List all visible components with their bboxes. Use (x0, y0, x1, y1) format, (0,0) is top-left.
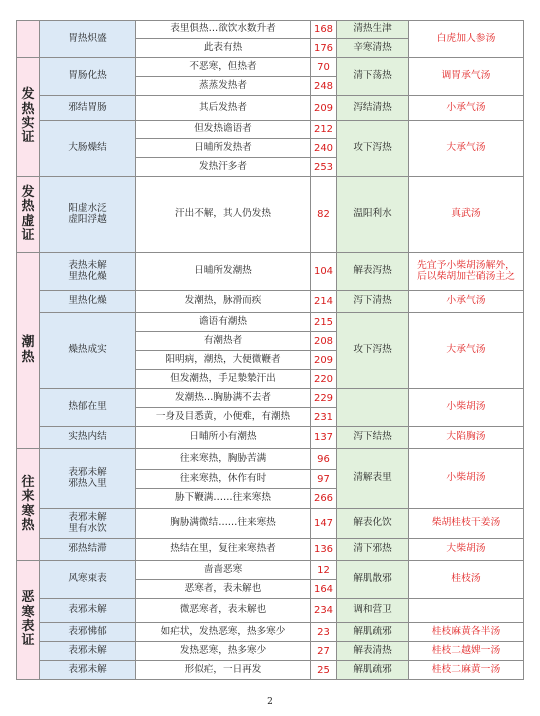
category-cell: 发 热 实 证 (17, 58, 40, 177)
table-row (17, 96, 524, 121)
clause-number: 266 (311, 489, 337, 509)
prescription: 桂枝二麻黄一汤 (409, 661, 524, 680)
table-row (17, 21, 524, 39)
clause-cell: 如疟状，发热恶寒，热多寒少 (136, 623, 311, 642)
clause-number: 25 (311, 661, 337, 680)
clause-cell: 其后发热者 (136, 96, 311, 121)
table-row (17, 561, 524, 580)
clause-number: 82 (311, 177, 337, 253)
prescription: 大柴胡汤 (409, 539, 524, 561)
prescription (409, 599, 524, 623)
treatment-method: 解表清热 (337, 642, 409, 661)
treatment-method: 解肌疏邪 (337, 623, 409, 642)
syndrome-cell: 表热未解 里热化燥 (40, 253, 136, 291)
clause-cell: 形似疟，一日再发 (136, 661, 311, 680)
treatment-method: 泻结清热 (337, 96, 409, 121)
prescription: 桂枝麻黄各半汤 (409, 623, 524, 642)
clause-number: 234 (311, 599, 337, 623)
clause-number: 23 (311, 623, 337, 642)
clause-number: 229 (311, 389, 337, 408)
syndrome-cell: 热郁在里 (40, 389, 136, 427)
treatment-method: 攻下泻热 (337, 313, 409, 389)
clause-cell: 但发潮热，手足漐漐汗出 (136, 370, 311, 389)
category-cell: 往 来 寒 热 (17, 449, 40, 561)
clause-cell: 日晡所发潮热 (136, 253, 311, 291)
treatment-method: 解肌散邪 (337, 561, 409, 599)
prescription: 小柴胡汤 (409, 449, 524, 509)
clause-number: 248 (311, 77, 337, 96)
clause-number: 209 (311, 96, 337, 121)
clause-cell: 不恶寒，但热者 (136, 58, 311, 77)
clause-cell: 发热恶寒，热多寒少 (136, 642, 311, 661)
clause-cell: 日晡所发热者 (136, 139, 311, 158)
clause-cell: 一身及目悉黄，小便难，有潮热 (136, 408, 311, 427)
treatment-method: 清解表里 (337, 449, 409, 509)
category-cell: 发 热 虚 证 (17, 177, 40, 253)
table-row (17, 389, 524, 408)
syndrome-cell: 表邪未解 (40, 599, 136, 623)
clause-cell: 往来寒热，休作有时 (136, 470, 311, 489)
clause-cell: 蒸蒸发热者 (136, 77, 311, 96)
treatment-method: 解肌疏邪 (337, 661, 409, 680)
prescription: 调胃承气汤 (409, 58, 524, 96)
page-number: 2 (267, 697, 273, 707)
clause-number: 164 (311, 580, 337, 599)
clause-cell: 发潮热…胸胁满不去者 (136, 389, 311, 408)
prescription: 大承气汤 (409, 313, 524, 389)
clause-number: 215 (311, 313, 337, 332)
prescription: 大承气汤 (409, 121, 524, 177)
clause-number: 212 (311, 121, 337, 139)
table-row (17, 509, 524, 539)
clause-cell: 往来寒热，胸胁苦满 (136, 449, 311, 470)
clause-number: 208 (311, 332, 337, 351)
table-row (17, 177, 524, 253)
prescription: 白虎加人参汤 (409, 21, 524, 58)
syndrome-cell: 表邪怫郁 (40, 623, 136, 642)
clause-number: 220 (311, 370, 337, 389)
prescription: 小承气汤 (409, 96, 524, 121)
syndrome-cell: 实热内结 (40, 427, 136, 449)
table-row (17, 623, 524, 642)
treatment-method: 泻下清热 (337, 291, 409, 313)
clause-number: 214 (311, 291, 337, 313)
clause-number: 136 (311, 539, 337, 561)
prescription: 柴胡桂枝干姜汤 (409, 509, 524, 539)
clause-number: 168 (311, 21, 337, 39)
syndrome-table (16, 20, 524, 680)
table-row (17, 642, 524, 661)
syndrome-cell: 大肠燥结 (40, 121, 136, 177)
category-cell: 恶 寒 表 证 (17, 561, 40, 680)
clause-number: 147 (311, 509, 337, 539)
clause-cell: 恶寒者，表未解也 (136, 580, 311, 599)
clause-cell: 但发热谵语者 (136, 121, 311, 139)
syndrome-cell: 邪热结滞 (40, 539, 136, 561)
prescription: 小柴胡汤 (409, 389, 524, 427)
clause-cell: 热结在里，复往来寒热者 (136, 539, 311, 561)
clause-cell: 汗出不解，其人仍发热 (136, 177, 311, 253)
clause-cell: 发潮热，脉滑而疾 (136, 291, 311, 313)
clause-cell: 日晡所小有潮热 (136, 427, 311, 449)
table-row (17, 539, 524, 561)
prescription: 桂枝二越婢一汤 (409, 642, 524, 661)
clause-cell: 微恶寒者，表未解也 (136, 599, 311, 623)
clause-cell: 啬啬恶寒 (136, 561, 311, 580)
treatment-method: 温阳利水 (337, 177, 409, 253)
clause-number: 253 (311, 158, 337, 177)
prescription: 先宜予小柴胡汤解外， 后以柴胡加芒硝汤主之 (409, 253, 524, 291)
treatment-method: 清热生津 (337, 21, 409, 39)
treatment-method: 攻下泻热 (337, 121, 409, 177)
syndrome-cell: 阳虚水泛 虚阳浮越 (40, 177, 136, 253)
clause-number: 70 (311, 58, 337, 77)
clause-number: 240 (311, 139, 337, 158)
syndrome-cell: 胃热炽盛 (40, 21, 136, 58)
syndrome-cell: 表邪未解 (40, 661, 136, 680)
table-row (17, 58, 524, 77)
treatment-method: 清下荡热 (337, 58, 409, 96)
treatment-method: 解表泻热 (337, 253, 409, 291)
prescription: 真武汤 (409, 177, 524, 253)
treatment-method: 解表化饮 (337, 509, 409, 539)
prescription: 桂枝汤 (409, 561, 524, 599)
treatment-method: 调和营卫 (337, 599, 409, 623)
table-row (17, 599, 524, 623)
table-row (17, 253, 524, 291)
clause-cell: 此表有热 (136, 39, 311, 58)
table-row (17, 449, 524, 470)
clause-number: 176 (311, 39, 337, 58)
syndrome-cell: 表邪未解 里有水饮 (40, 509, 136, 539)
syndrome-cell: 表邪未解 邪热入里 (40, 449, 136, 509)
treatment-method: 清下邪热 (337, 539, 409, 561)
syndrome-cell: 里热化燥 (40, 291, 136, 313)
clause-cell: 胸胁满微结……往来寒热 (136, 509, 311, 539)
treatment-method: 辛寒清热 (337, 39, 409, 58)
treatment-method (337, 389, 409, 427)
clause-cell: 胁下鞭满……往来寒热 (136, 489, 311, 509)
clause-cell: 谵语有潮热 (136, 313, 311, 332)
syndrome-cell: 邪结胃肠 (40, 96, 136, 121)
clause-cell: 阳明病，潮热，大便微鞭者 (136, 351, 311, 370)
table-row (17, 121, 524, 139)
prescription: 大陷胸汤 (409, 427, 524, 449)
clause-number: 209 (311, 351, 337, 370)
syndrome-cell: 表邪未解 (40, 642, 136, 661)
prescription: 小承气汤 (409, 291, 524, 313)
table-row (17, 661, 524, 680)
clause-number: 137 (311, 427, 337, 449)
clause-cell: 有潮热者 (136, 332, 311, 351)
category-cell: 潮 热 (17, 253, 40, 449)
clause-number: 97 (311, 470, 337, 489)
treatment-method: 泻下结热 (337, 427, 409, 449)
syndrome-cell: 胃肠化热 (40, 58, 136, 96)
clause-cell: 发热汗多者 (136, 158, 311, 177)
clause-number: 27 (311, 642, 337, 661)
clause-number: 12 (311, 561, 337, 580)
table-row (17, 313, 524, 332)
clause-number: 231 (311, 408, 337, 427)
syndrome-cell: 燥热成实 (40, 313, 136, 389)
clause-number: 104 (311, 253, 337, 291)
clause-number: 96 (311, 449, 337, 470)
table-row (17, 427, 524, 449)
category-cell (17, 21, 40, 58)
clause-cell: 表里俱热…欲饮水数升者 (136, 21, 311, 39)
table-row (17, 291, 524, 313)
syndrome-cell: 风寒束表 (40, 561, 136, 599)
